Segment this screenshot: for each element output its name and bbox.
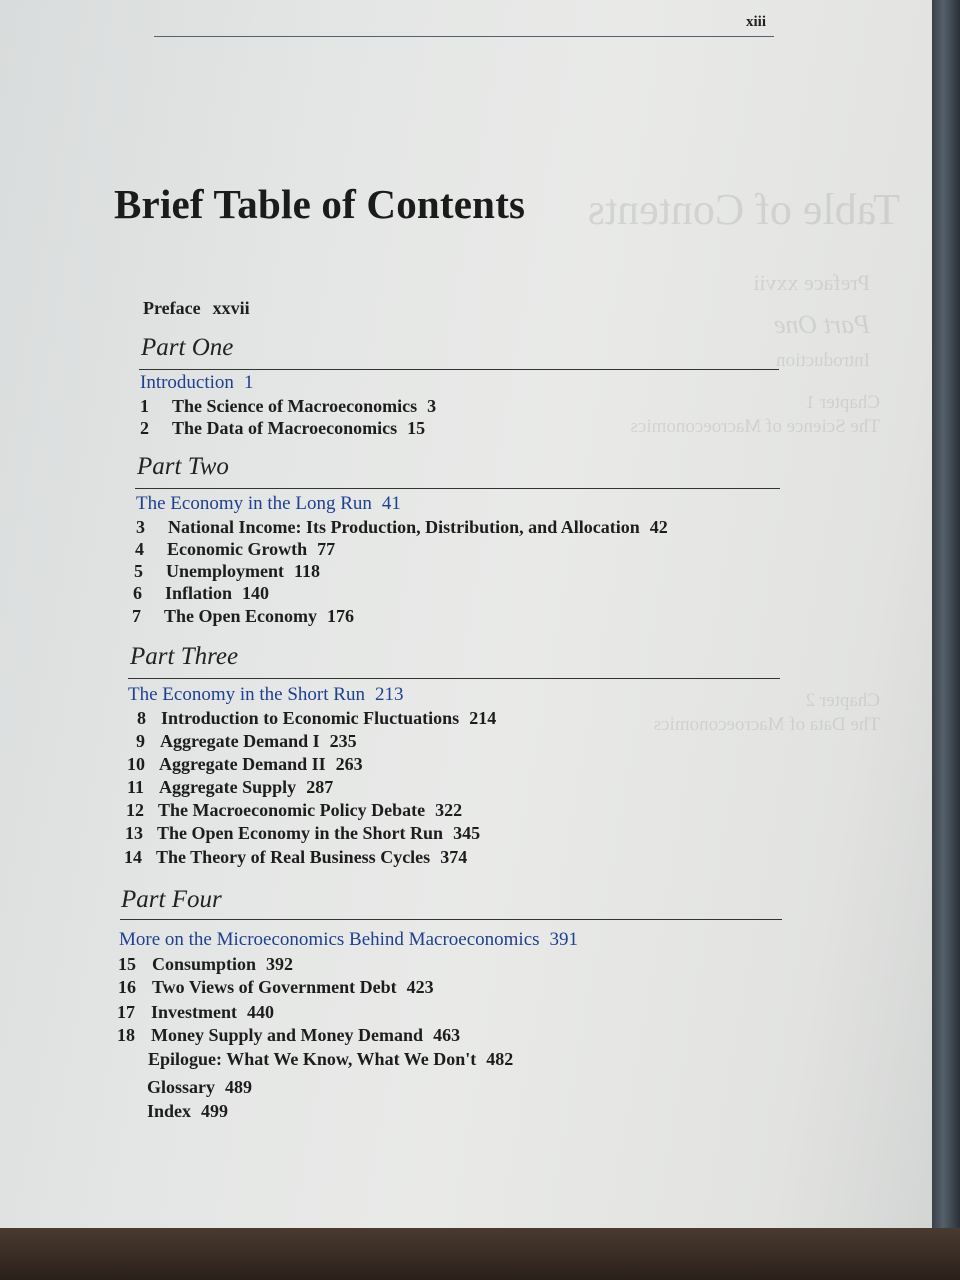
part-four-rule: [120, 919, 782, 920]
chapter-page: 322: [435, 800, 463, 820]
chapter-title: National Income: Its Production, Distribution, and Allocation: [168, 517, 640, 537]
chapter-title: Inflation: [165, 583, 233, 603]
section-page: 391: [549, 929, 579, 950]
epilogue-entry[interactable]: [148, 1049, 513, 1070]
chapter-number: 6: [133, 583, 142, 603]
preface-label: Preface: [143, 298, 201, 318]
section-page: 41: [381, 493, 401, 514]
chapter-title: Investment: [151, 1002, 237, 1022]
chapter-entry-13[interactable]: [125, 823, 480, 844]
header-rule: [154, 36, 774, 37]
chapter-number: 14: [124, 847, 142, 867]
chapter-entry-2[interactable]: [140, 418, 425, 439]
part-three-heading: Part Three: [130, 643, 239, 670]
chapter-title: Aggregate Supply: [159, 777, 297, 797]
part-three-section[interactable]: [128, 684, 403, 706]
back-matter-page: 489: [225, 1077, 253, 1097]
chapter-number: 11: [127, 777, 145, 797]
chapter-title: Unemployment: [166, 561, 284, 581]
chapter-number: 9: [136, 731, 145, 751]
chapter-title: The Data of Macroeconomics: [172, 418, 398, 438]
back-matter-title: Epilogue: What We Know, What We Don't: [148, 1049, 477, 1069]
part-two-rule: [135, 488, 780, 489]
back-matter-page: 499: [201, 1101, 229, 1121]
chapter-entry-17[interactable]: [117, 1002, 274, 1023]
section-title-text: The Economy in the Long Run: [136, 493, 372, 514]
chapter-number: 12: [126, 800, 144, 820]
chapter-title: Two Views of Government Debt: [152, 977, 397, 997]
chapter-title: Consumption: [152, 954, 257, 974]
part-four-heading: Part Four: [121, 886, 222, 913]
chapter-title: The Theory of Real Business Cycles: [156, 847, 431, 867]
chapter-entry-16[interactable]: [118, 977, 434, 998]
back-matter-page: 482: [486, 1049, 514, 1069]
chapter-number: 2: [140, 418, 149, 438]
preface-page: xxvii: [212, 298, 250, 318]
section-page: 1: [243, 372, 254, 393]
chapter-title: The Macroeconomic Policy Debate: [158, 800, 426, 820]
chapter-entry-3[interactable]: [136, 517, 668, 538]
bleed-through-text: Table of Contents: [587, 185, 900, 234]
bleed-through-text: Preface xxvii: [753, 270, 870, 295]
chapter-number: 5: [134, 561, 143, 581]
chapter-page: 440: [247, 1002, 274, 1022]
chapter-entry-11[interactable]: [127, 777, 333, 798]
bleed-through-text: The Science of Macroeconomics: [630, 416, 880, 437]
chapter-number: 13: [125, 823, 143, 843]
chapter-title: The Science of Macroeconomics: [172, 396, 418, 416]
section-title-text: Introduction: [140, 372, 234, 393]
part-three-rule: [128, 678, 780, 679]
chapter-page: 235: [329, 731, 357, 751]
bleed-through-text: Part One: [773, 310, 870, 339]
chapter-number: 3: [136, 517, 145, 537]
preface-entry[interactable]: [143, 298, 250, 319]
part-two-heading: Part Two: [137, 453, 229, 480]
chapter-number: 16: [118, 977, 136, 997]
chapter-title: Introduction to Economic Fluctuations: [161, 708, 460, 728]
chapter-page: 423: [406, 977, 434, 997]
chapter-entry-4[interactable]: [135, 539, 335, 560]
book-cover-edge: [932, 0, 960, 1240]
chapter-entry-8[interactable]: [137, 708, 496, 729]
chapter-page: 15: [407, 418, 426, 438]
chapter-entry-5[interactable]: [134, 561, 320, 582]
chapter-page: 287: [306, 777, 334, 797]
section-title-text: The Economy in the Short Run: [128, 684, 365, 705]
chapter-page: 118: [294, 561, 321, 581]
chapter-entry-10[interactable]: [127, 754, 363, 775]
chapter-page: 345: [453, 823, 481, 843]
chapter-page: 263: [335, 754, 363, 774]
chapter-page: 42: [649, 517, 668, 537]
chapter-number: 18: [117, 1025, 135, 1045]
chapter-page: 77: [317, 539, 336, 559]
chapter-entry-14[interactable]: [124, 847, 467, 868]
chapter-entry-6[interactable]: [133, 583, 269, 604]
chapter-title: Aggregate Demand II: [159, 754, 326, 774]
part-one-heading: Part One: [141, 334, 234, 361]
glossary-entry[interactable]: [147, 1077, 252, 1098]
chapter-entry-18[interactable]: [117, 1025, 460, 1046]
chapter-page: 140: [242, 583, 270, 603]
page-title: Brief Table of Contents: [114, 181, 526, 227]
chapter-number: 15: [118, 954, 136, 974]
chapter-entry-9[interactable]: [136, 731, 357, 752]
chapter-page: 392: [266, 954, 294, 974]
chapter-entry-12[interactable]: [126, 800, 462, 821]
bleed-through-text: Chapter 2: [805, 690, 880, 711]
chapter-page: 214: [469, 708, 497, 728]
table-surface: [0, 1228, 960, 1280]
chapter-number: 8: [137, 708, 146, 728]
part-one-rule: [139, 369, 779, 370]
part-four-section[interactable]: [119, 929, 578, 951]
section-title-text: More on the Microeconomics Behind Macroeconomics: [119, 929, 540, 950]
chapter-title: Economic Growth: [167, 539, 308, 559]
chapter-page: 374: [440, 847, 468, 867]
chapter-page: 3: [427, 396, 437, 416]
section-page: 213: [374, 684, 404, 705]
chapter-entry-1[interactable]: [140, 396, 436, 417]
chapter-number: 10: [127, 754, 145, 774]
page-number: xiii: [746, 14, 767, 30]
chapter-title: Aggregate Demand I: [160, 731, 320, 751]
part-one-section[interactable]: [140, 372, 253, 394]
part-two-section[interactable]: [136, 493, 401, 515]
chapter-number: 1: [140, 396, 149, 416]
chapter-number: 17: [117, 1002, 135, 1022]
chapter-entry-7[interactable]: [132, 606, 354, 627]
bleed-through-text: The Data of Macroeconomics: [653, 714, 880, 735]
chapter-page: 463: [433, 1025, 461, 1045]
bleed-through-text: Chapter 1: [805, 392, 880, 413]
chapter-number: 7: [132, 606, 141, 626]
chapter-title: Money Supply and Money Demand: [151, 1025, 424, 1045]
chapter-number: 4: [135, 539, 144, 559]
chapter-title: The Open Economy: [164, 606, 318, 626]
index-entry[interactable]: [147, 1101, 228, 1122]
bleed-through-text: Introduction: [776, 350, 870, 371]
chapter-entry-15[interactable]: [118, 954, 293, 975]
chapter-title: The Open Economy in the Short Run: [157, 823, 444, 843]
back-matter-title: Glossary: [147, 1077, 216, 1097]
back-matter-title: Index: [147, 1101, 192, 1121]
chapter-page: 176: [327, 606, 355, 626]
